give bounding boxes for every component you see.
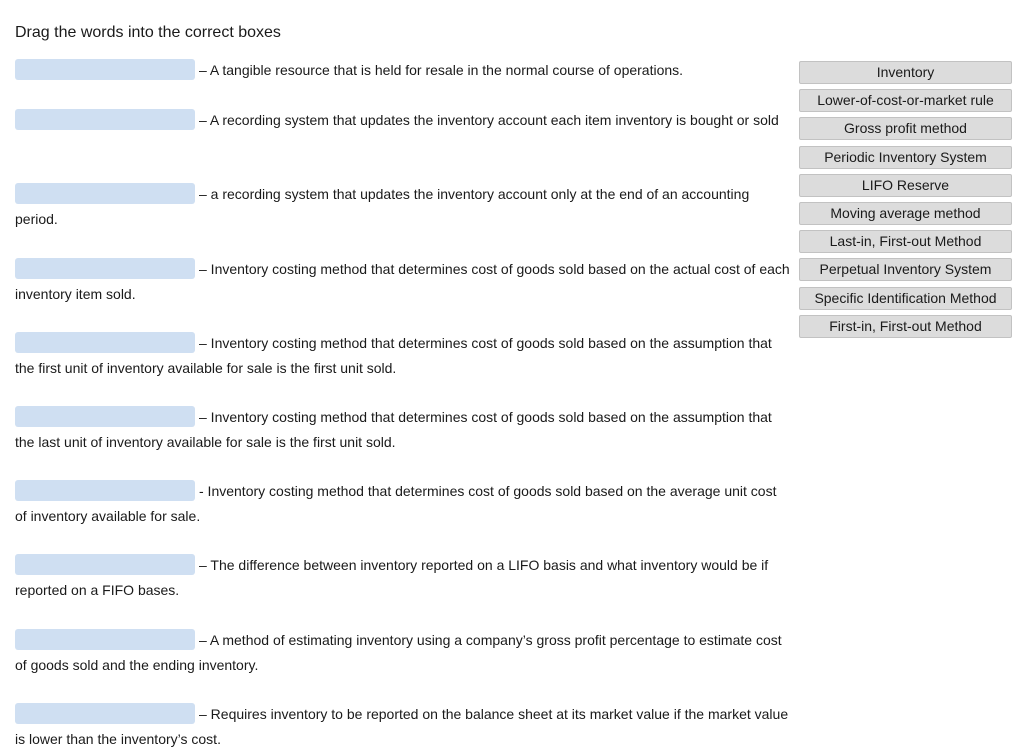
question-9-text: – A method of estimating inventory using a company’s gross profit percentage to estimate cost of goods sold and the ending inventory. [15, 632, 782, 673]
question-3-text: – a recording system that updates the inventory account only at the end of an accounting period. [15, 186, 750, 227]
drop-box-6[interactable] [15, 406, 195, 427]
question-4-text: – Inventory costing method that determines cost of goods sold based on the actual cost of each inventory item sold. [15, 261, 790, 302]
question-10-text: – Requires inventory to be reported on the balance sheet at its market value if the market value is lower than the inventory’s cost. [15, 706, 789, 747]
word-gross-profit-method[interactable]: Gross profit method [799, 117, 1012, 140]
drop-box-4[interactable] [15, 258, 195, 279]
question-1-text: – A tangible resource that is held for resale in the normal course of operations. [199, 62, 684, 78]
word-perpetual-inventory-system[interactable]: Perpetual Inventory System [799, 258, 1012, 281]
word-lifo-reserve[interactable]: LIFO Reserve [799, 174, 1012, 197]
word-lower-of-cost-or-market-rule[interactable]: Lower-of-cost-or-market rule [799, 89, 1012, 112]
question-1 [15, 58, 790, 83]
drop-box-7[interactable] [15, 480, 195, 501]
drop-box-3[interactable] [15, 183, 195, 204]
drop-box-5[interactable] [15, 332, 195, 353]
question-7 [15, 479, 790, 528]
question-7-text: - Inventory costing method that determines cost of goods sold based on the average unit cost of inventory available for sale. [15, 483, 777, 524]
word-first-in-first-out-method[interactable]: First-in, First-out Method [799, 315, 1012, 338]
word-periodic-inventory-system[interactable]: Periodic Inventory System [799, 146, 1012, 169]
word-bank [799, 61, 1012, 343]
question-8-text: – The difference between inventory reported on a LIFO basis and what inventory would be if reported on a FIFO bases. [15, 557, 769, 598]
drop-box-10[interactable] [15, 703, 195, 724]
word-inventory[interactable]: Inventory [799, 61, 1012, 84]
drop-box-8[interactable] [15, 554, 195, 575]
page-title: Drag the words into the correct boxes [15, 24, 281, 41]
question-2-text: – A recording system that updates the inventory account each item inventory is bought or sold [199, 112, 779, 128]
question-2 [15, 108, 790, 133]
question-8 [15, 553, 790, 602]
question-9 [15, 628, 790, 677]
drop-box-2[interactable] [15, 109, 195, 130]
word-specific-identification-method[interactable]: Specific Identification Method [799, 287, 1012, 310]
question-6-text: – Inventory costing method that determines cost of goods sold based on the assumption that the last unit of inventory available for sale is the first unit sold. [15, 409, 772, 450]
question-4 [15, 257, 790, 306]
question-3 [15, 182, 790, 231]
drop-box-9[interactable] [15, 629, 195, 650]
question-10 [15, 702, 790, 751]
word-last-in-first-out-method[interactable]: Last-in, First-out Method [799, 230, 1012, 253]
question-6 [15, 405, 790, 454]
drop-box-1[interactable] [15, 59, 195, 80]
question-5-text: – Inventory costing method that determines cost of goods sold based on the assumption that the first unit of inventory available for sale is the first unit sold. [15, 335, 772, 376]
question-5 [15, 331, 790, 380]
word-moving-average-method[interactable]: Moving average method [799, 202, 1012, 225]
